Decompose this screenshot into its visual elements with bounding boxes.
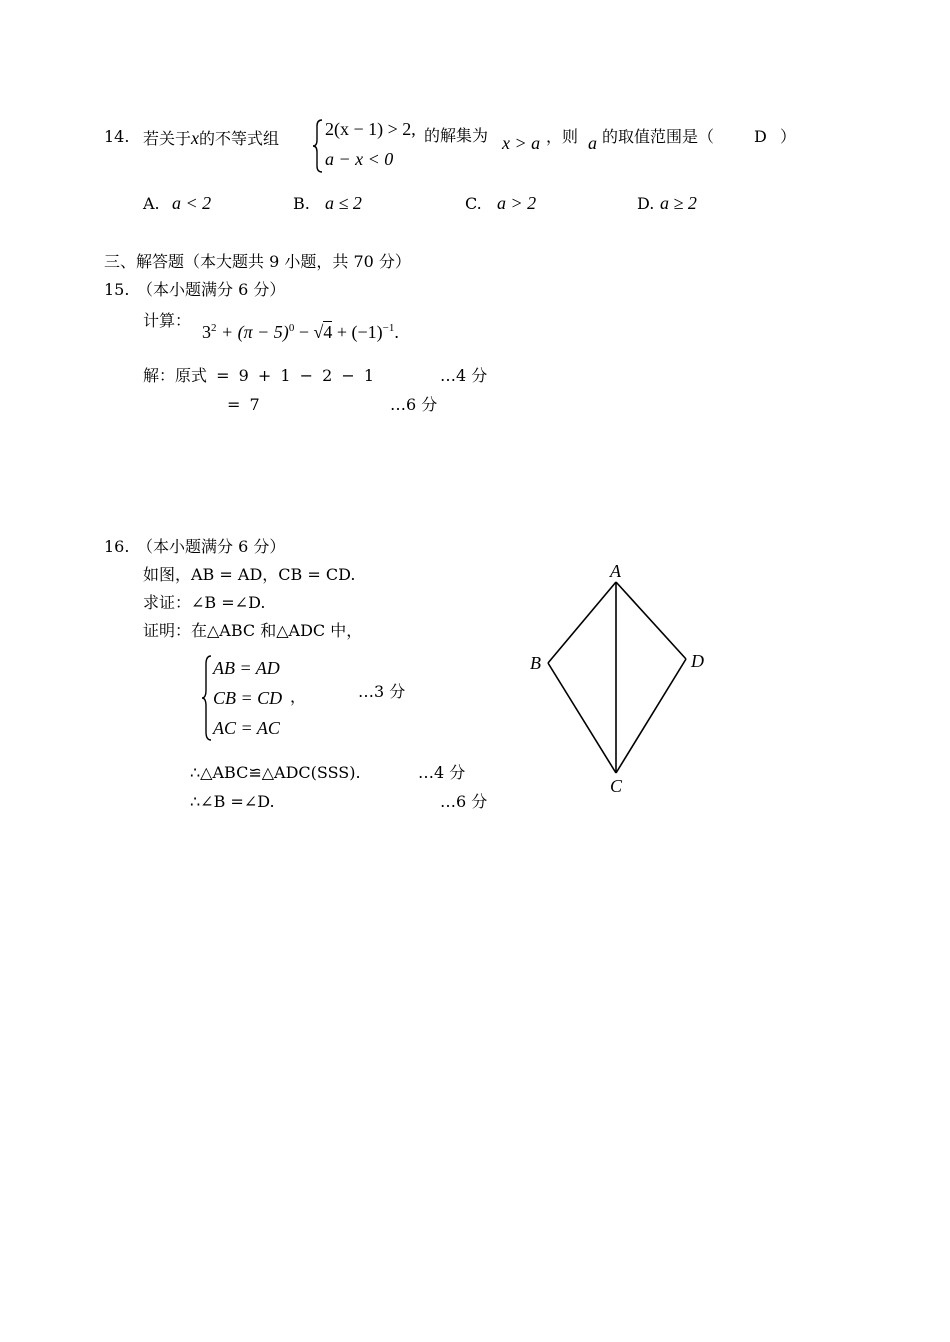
q16-number: 16. bbox=[104, 537, 130, 556]
q14-var-a: a bbox=[588, 133, 597, 153]
q14-solution-set: x > a bbox=[502, 133, 541, 153]
q16-kite-figure bbox=[520, 556, 720, 802]
q16-given: 如图，AB = AD，CB = CD. bbox=[143, 565, 356, 584]
q14-option-c-expr: a > 2 bbox=[497, 193, 537, 213]
q14-option-b-expr: a ≤ 2 bbox=[325, 193, 362, 213]
q16-system-eq2: CB = CD bbox=[213, 688, 283, 708]
q15-exp1: 2 bbox=[211, 322, 217, 334]
q16-conclusion-line: ∴∠B =∠D. bbox=[190, 792, 275, 811]
q14-stem-part5: 的取值范围是（ bbox=[602, 127, 715, 146]
segment-bc bbox=[548, 663, 616, 773]
q14-var-x: x bbox=[191, 128, 200, 148]
q14-ineq1: 2(x − 1) > 2, bbox=[325, 119, 416, 139]
q16-system-eq1: AB = AD bbox=[213, 658, 280, 678]
q14-option-d-label: D. bbox=[637, 194, 655, 213]
q15-expression bbox=[202, 317, 399, 343]
q15-score2: …6 分 bbox=[390, 395, 438, 414]
label-d: D bbox=[691, 651, 704, 671]
q16-system-comma: ， bbox=[290, 687, 307, 706]
q15-minus: − bbox=[294, 322, 314, 342]
segment-ab bbox=[548, 582, 616, 663]
q15-period: . bbox=[394, 322, 399, 342]
q14-option-a-label: A. bbox=[143, 194, 160, 213]
q16-score4: …4 分 bbox=[418, 763, 466, 782]
q16-prove: 求证：∠B =∠D. bbox=[143, 593, 266, 612]
q15-expr-mid: + (π − 5) bbox=[216, 322, 289, 342]
q15-expr-end: + (−1) bbox=[332, 322, 383, 342]
q14-stem-part3: 的解集为 bbox=[424, 126, 489, 145]
q14-option-b-label: B. bbox=[293, 194, 310, 213]
q15-score1: …4 分 bbox=[440, 366, 488, 385]
q15-exp3: −1 bbox=[382, 322, 395, 334]
segment-ad bbox=[616, 582, 686, 659]
q14-stem-part4: ，则 bbox=[546, 127, 579, 146]
q14-option-c-label: C. bbox=[465, 194, 482, 213]
section3-title: 三、解答题（本大题共 9 小题，共 70 分） bbox=[104, 252, 411, 271]
q15-number: 15. bbox=[104, 280, 130, 299]
q15-solution-line2: = 7 bbox=[227, 395, 260, 414]
q14-option-d-expr: a ≥ 2 bbox=[660, 193, 697, 213]
q16-score3: …3 分 bbox=[358, 682, 406, 701]
q15-radical-icon: √ bbox=[313, 322, 324, 342]
q16-score6: …6 分 bbox=[440, 792, 488, 811]
q15-exp2: 0 bbox=[288, 322, 295, 334]
q14-system-brace-icon bbox=[311, 118, 325, 174]
q14-stem-part1: 若关于 bbox=[143, 129, 192, 148]
q16-system-eq3: AC = AC bbox=[213, 718, 280, 738]
q14-number: 14. bbox=[104, 127, 130, 146]
q15-base: 3 bbox=[202, 322, 211, 342]
q16-congruence-line: ∴△ABC≌△ADC(SSS). bbox=[190, 763, 361, 782]
q15-solution-line1: 解：原式 = 9 + 1 − 2 − 1 bbox=[143, 366, 375, 385]
q15-radicand: 4 bbox=[323, 322, 333, 342]
segment-dc bbox=[616, 659, 686, 773]
q14-stem bbox=[143, 127, 279, 149]
q14-stem-part2: 的不等式组 bbox=[199, 129, 280, 148]
q15-header: （本小题满分 6 分） bbox=[137, 280, 286, 299]
label-a: A bbox=[610, 561, 621, 581]
q16-header: （本小题满分 6 分） bbox=[137, 537, 286, 556]
label-c: C bbox=[610, 776, 623, 796]
q15-prompt: 计算： bbox=[143, 311, 192, 330]
q14-answer: D bbox=[754, 127, 767, 146]
q16-system-brace-icon bbox=[200, 654, 214, 742]
label-b: B bbox=[530, 653, 541, 673]
q14-ineq2: a − x < 0 bbox=[325, 149, 394, 169]
q14-option-a-expr: a < 2 bbox=[172, 193, 212, 213]
q16-proof-intro: 证明：在△ABC 和△ADC 中， bbox=[143, 621, 363, 640]
q14-close-paren: ） bbox=[780, 127, 797, 146]
